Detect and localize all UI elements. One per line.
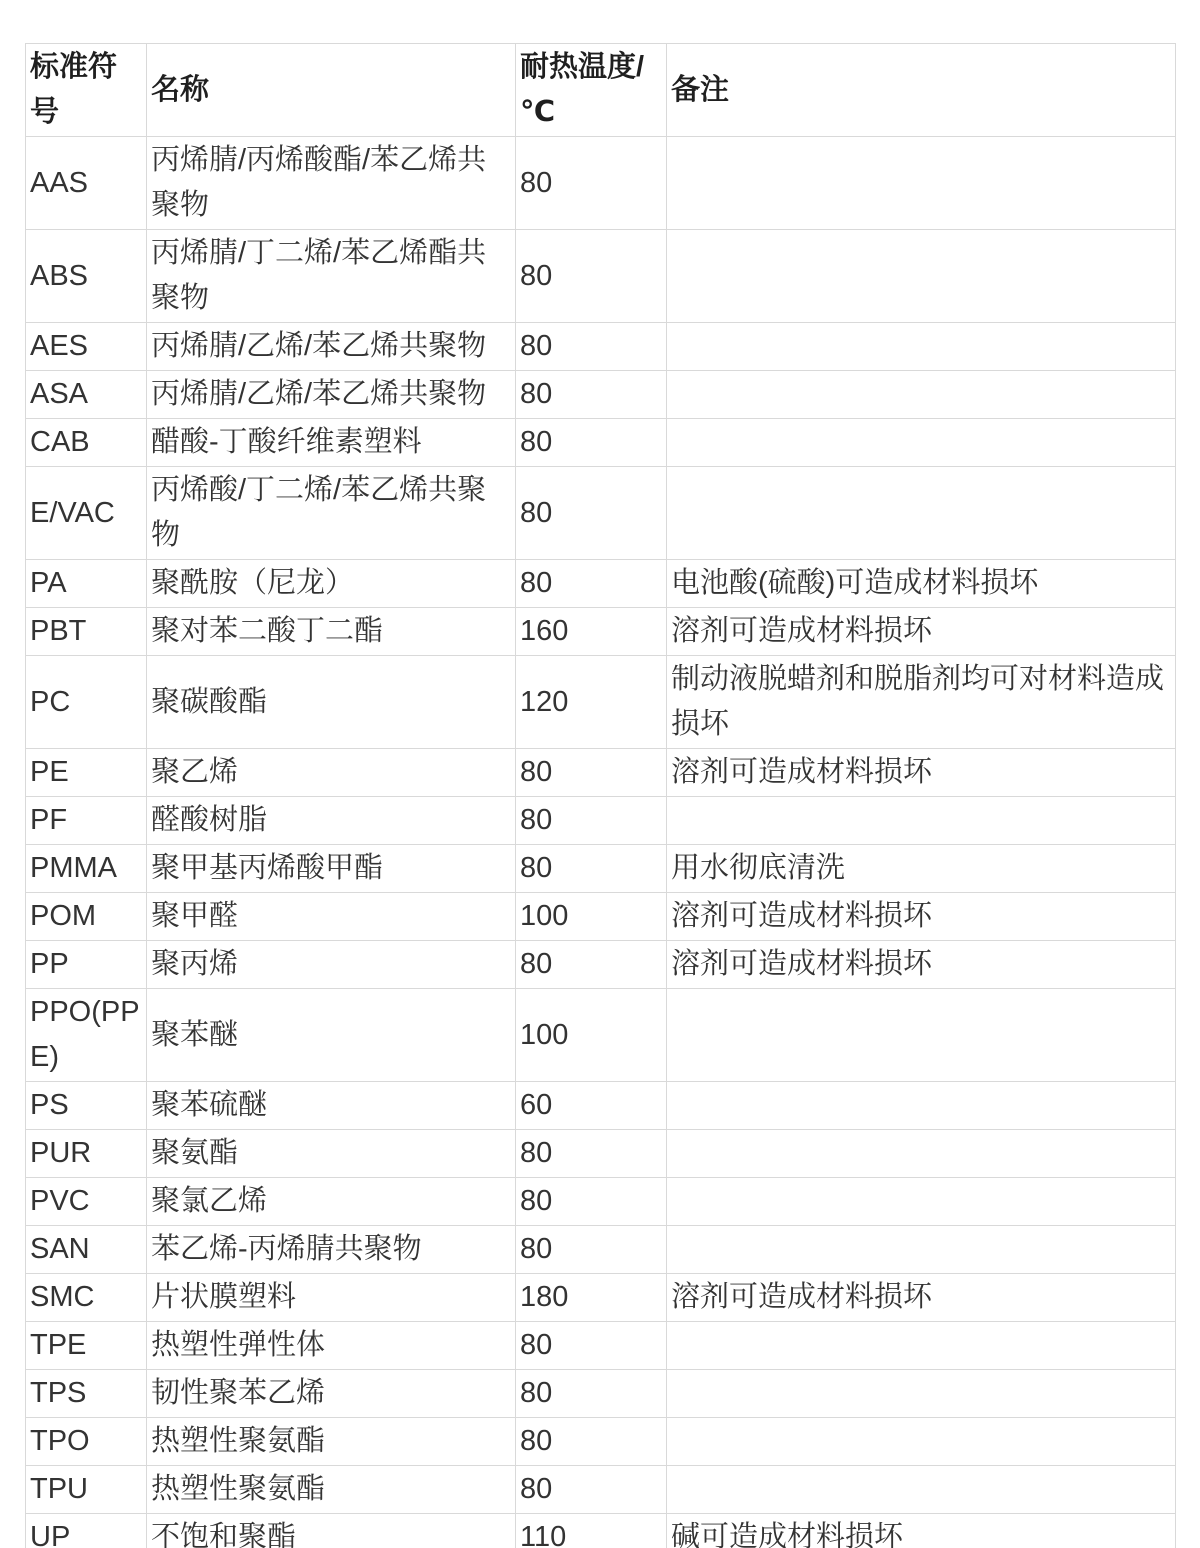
table-row: [26, 1322, 1176, 1370]
cell-standard-symbol: PVC: [26, 1178, 147, 1226]
table-row: [26, 656, 1176, 749]
table-row: [26, 1514, 1176, 1548]
cell-name: 聚碳酸酯: [147, 656, 516, 749]
cell-remark: [667, 371, 1176, 419]
table-row: [26, 371, 1176, 419]
table-row: [26, 419, 1176, 467]
cell-standard-symbol: PE: [26, 749, 147, 797]
cell-heat-temp: 80: [516, 1178, 667, 1226]
cell-heat-temp: 80: [516, 137, 667, 230]
cell-remark: [667, 323, 1176, 371]
cell-remark: [667, 1418, 1176, 1466]
cell-standard-symbol: CAB: [26, 419, 147, 467]
table-body: [26, 137, 1176, 1548]
cell-heat-temp: 80: [516, 797, 667, 845]
cell-remark: 溶剂可造成材料损坏: [667, 893, 1176, 941]
cell-standard-symbol: PPO(PPE): [26, 989, 147, 1082]
cell-heat-temp: 110: [516, 1514, 667, 1548]
cell-name: 聚甲醛: [147, 893, 516, 941]
cell-name: 苯乙烯-丙烯腈共聚物: [147, 1226, 516, 1274]
cell-remark: [667, 1082, 1176, 1130]
cell-standard-symbol: TPO: [26, 1418, 147, 1466]
table-row: [26, 1130, 1176, 1178]
cell-name: 聚氨酯: [147, 1130, 516, 1178]
cell-heat-temp: 80: [516, 419, 667, 467]
cell-standard-symbol: PS: [26, 1082, 147, 1130]
cell-standard-symbol: SAN: [26, 1226, 147, 1274]
cell-heat-temp: 80: [516, 371, 667, 419]
table-header-row: [26, 44, 1176, 137]
table-row: [26, 941, 1176, 989]
table-row: [26, 989, 1176, 1082]
cell-remark: [667, 1466, 1176, 1514]
cell-name: 热塑性聚氨酯: [147, 1466, 516, 1514]
cell-heat-temp: 80: [516, 323, 667, 371]
cell-heat-temp: 80: [516, 467, 667, 560]
cell-heat-temp: 80: [516, 1418, 667, 1466]
cell-heat-temp: 80: [516, 1322, 667, 1370]
column-header-standard-symbol: 标准符号: [26, 44, 147, 137]
cell-standard-symbol: PBT: [26, 608, 147, 656]
cell-standard-symbol: POM: [26, 893, 147, 941]
cell-standard-symbol: PUR: [26, 1130, 147, 1178]
table-row: [26, 1370, 1176, 1418]
cell-name: 韧性聚苯乙烯: [147, 1370, 516, 1418]
cell-name: 聚氯乙烯: [147, 1178, 516, 1226]
cell-name: 聚苯醚: [147, 989, 516, 1082]
cell-standard-symbol: AES: [26, 323, 147, 371]
cell-name: 热塑性聚氨酯: [147, 1418, 516, 1466]
cell-name: 丙烯腈/丁二烯/苯乙烯酯共聚物: [147, 230, 516, 323]
plastics-material-table: [25, 43, 1176, 1548]
cell-heat-temp: 120: [516, 656, 667, 749]
cell-name: 聚丙烯: [147, 941, 516, 989]
cell-name: 聚甲基丙烯酸甲酯: [147, 845, 516, 893]
cell-standard-symbol: PA: [26, 560, 147, 608]
cell-standard-symbol: PP: [26, 941, 147, 989]
cell-name: 不饱和聚酯: [147, 1514, 516, 1548]
cell-standard-symbol: PMMA: [26, 845, 147, 893]
cell-heat-temp: 160: [516, 608, 667, 656]
table-row: [26, 749, 1176, 797]
cell-remark: [667, 1322, 1176, 1370]
cell-heat-temp: 80: [516, 1226, 667, 1274]
cell-remark: 溶剂可造成材料损坏: [667, 941, 1176, 989]
cell-remark: [667, 1226, 1176, 1274]
column-header-name: 名称: [147, 44, 516, 137]
cell-standard-symbol: ABS: [26, 230, 147, 323]
cell-standard-symbol: TPS: [26, 1370, 147, 1418]
cell-remark: [667, 230, 1176, 323]
table-row: [26, 467, 1176, 560]
cell-standard-symbol: TPU: [26, 1466, 147, 1514]
cell-remark: 碱可造成材料损坏: [667, 1514, 1176, 1548]
cell-name: 丙烯腈/丙烯酸酯/苯乙烯共聚物: [147, 137, 516, 230]
cell-standard-symbol: E/VAC: [26, 467, 147, 560]
table-row: [26, 323, 1176, 371]
cell-name: 片状膜塑料: [147, 1274, 516, 1322]
cell-name: 热塑性弹性体: [147, 1322, 516, 1370]
cell-standard-symbol: PF: [26, 797, 147, 845]
cell-name: 丙烯腈/乙烯/苯乙烯共聚物: [147, 323, 516, 371]
table-row: [26, 608, 1176, 656]
table-row: [26, 230, 1176, 323]
cell-remark: 制动液脱蜡剂和脱脂剂均可对材料造成损坏: [667, 656, 1176, 749]
cell-standard-symbol: AAS: [26, 137, 147, 230]
table-row: [26, 1418, 1176, 1466]
cell-heat-temp: 80: [516, 560, 667, 608]
cell-name: 醋酸-丁酸纤维素塑料: [147, 419, 516, 467]
cell-name: 丙烯腈/乙烯/苯乙烯共聚物: [147, 371, 516, 419]
cell-remark: [667, 1130, 1176, 1178]
cell-remark: 电池酸(硫酸)可造成材料损坏: [667, 560, 1176, 608]
table-row: [26, 845, 1176, 893]
cell-name: 聚对苯二酸丁二酯: [147, 608, 516, 656]
cell-standard-symbol: SMC: [26, 1274, 147, 1322]
table-row: [26, 893, 1176, 941]
cell-name: 丙烯酸/丁二烯/苯乙烯共聚物: [147, 467, 516, 560]
column-header-heat-temp: 耐热温度/℃: [516, 44, 667, 137]
cell-remark: [667, 419, 1176, 467]
cell-name: 聚苯硫醚: [147, 1082, 516, 1130]
cell-remark: 溶剂可造成材料损坏: [667, 749, 1176, 797]
cell-standard-symbol: ASA: [26, 371, 147, 419]
cell-remark: [667, 1178, 1176, 1226]
cell-heat-temp: 80: [516, 1466, 667, 1514]
table-row: [26, 1466, 1176, 1514]
table-row: [26, 1082, 1176, 1130]
table-row: [26, 137, 1176, 230]
cell-heat-temp: 100: [516, 989, 667, 1082]
cell-standard-symbol: PC: [26, 656, 147, 749]
cell-heat-temp: 80: [516, 845, 667, 893]
table-row: [26, 560, 1176, 608]
table-row: [26, 1226, 1176, 1274]
cell-remark: [667, 1370, 1176, 1418]
cell-name: 醛酸树脂: [147, 797, 516, 845]
cell-remark: [667, 797, 1176, 845]
table-row: [26, 1178, 1176, 1226]
cell-standard-symbol: UP: [26, 1514, 147, 1548]
table-row: [26, 1274, 1176, 1322]
cell-remark: 溶剂可造成材料损坏: [667, 608, 1176, 656]
cell-heat-temp: 80: [516, 749, 667, 797]
cell-remark: [667, 467, 1176, 560]
cell-name: 聚乙烯: [147, 749, 516, 797]
cell-heat-temp: 80: [516, 1370, 667, 1418]
cell-name: 聚酰胺（尼龙）: [147, 560, 516, 608]
cell-heat-temp: 80: [516, 941, 667, 989]
cell-heat-temp: 60: [516, 1082, 667, 1130]
cell-heat-temp: 180: [516, 1274, 667, 1322]
cell-standard-symbol: TPE: [26, 1322, 147, 1370]
table-row: [26, 797, 1176, 845]
cell-remark: 用水彻底清洗: [667, 845, 1176, 893]
cell-remark: [667, 137, 1176, 230]
cell-heat-temp: 100: [516, 893, 667, 941]
cell-remark: [667, 989, 1176, 1082]
cell-heat-temp: 80: [516, 230, 667, 323]
cell-remark: 溶剂可造成材料损坏: [667, 1274, 1176, 1322]
column-header-remark: 备注: [667, 44, 1176, 137]
cell-heat-temp: 80: [516, 1130, 667, 1178]
